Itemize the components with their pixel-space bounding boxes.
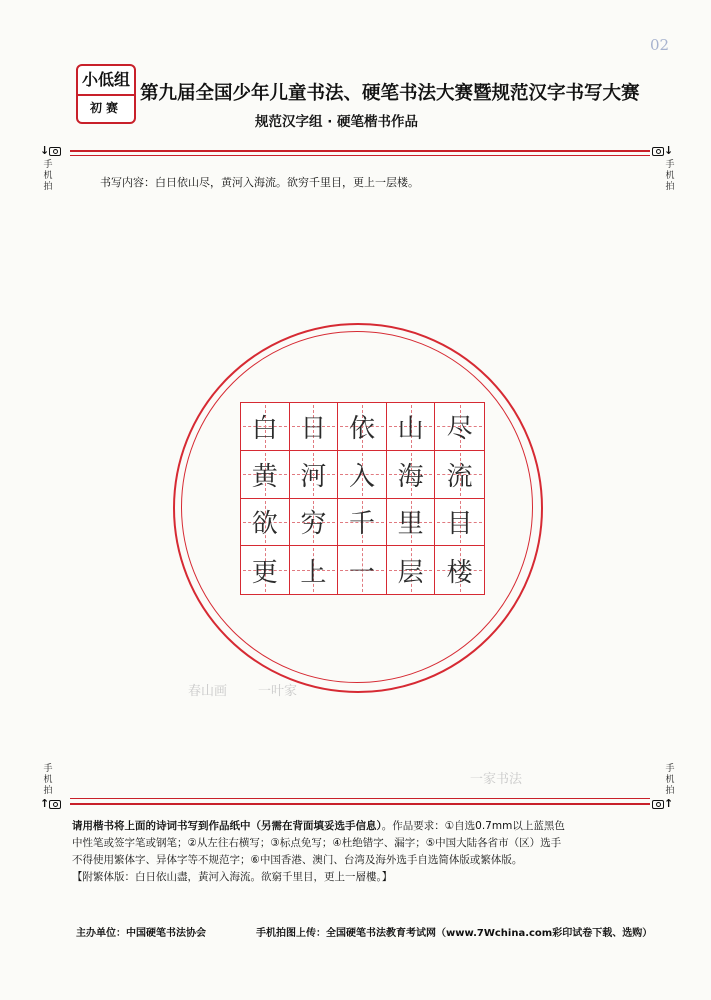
side-note-bottom-left: 手机拍 (43, 764, 53, 796)
arrow-up-icon: ↑ (664, 797, 674, 810)
grid-cell (338, 546, 387, 594)
writing-content (100, 174, 419, 190)
organizer: 主办单位：中国硬笔书法协会 (76, 928, 206, 939)
camera-icon (49, 147, 61, 156)
grid-char: 依 (348, 413, 375, 444)
camera-icon (49, 800, 61, 809)
requirements-lead: 请用楷书将上面的诗词书写到作品纸中（另需在背面填妥选手信息） (72, 820, 382, 832)
faint-text: 一叶家 (258, 684, 298, 699)
grid-cell (241, 499, 290, 547)
grid-char: 一 (348, 557, 375, 588)
grid-char: 黄 (251, 461, 278, 492)
grid-char: 千 (348, 509, 375, 540)
grid-cell (387, 403, 436, 451)
grid-char: 白 (251, 413, 278, 444)
requirements-text (72, 818, 652, 886)
traditional-version: 【附繁体版：白日依山盡，黃河入海流。欲窮千里目，更上一層樓。】 (72, 871, 393, 883)
grid-char: 入 (348, 461, 375, 492)
grid-cell (241, 451, 290, 499)
top-left-camera-mark (40, 144, 61, 157)
grid-char: 穷 (300, 509, 327, 540)
faint-text: 一家书法 (470, 772, 523, 787)
grid-cell (290, 451, 339, 499)
grid-char: 目 (446, 509, 473, 540)
writing-content-label: 书写内容： (100, 176, 155, 189)
top-red-rule (70, 150, 650, 152)
character-grid (240, 402, 485, 595)
page-title: 第九届全国少年儿童书法、硬笔书法大赛暨规范汉字书写大赛 (140, 83, 640, 104)
grid-char: 流 (446, 461, 473, 492)
upload-info: 手机拍图上传：全国硬笔书法教育考试网（www.7Wchina.com彩印试卷下载、选购） (256, 928, 653, 939)
grid-cell (290, 499, 339, 547)
grid-cell (387, 451, 436, 499)
grid-cell (387, 499, 436, 547)
side-note-bottom-right: 手机拍 (665, 764, 675, 796)
grid-cell (290, 546, 339, 594)
grid-cell (241, 546, 290, 594)
grid-cell (338, 403, 387, 451)
requirements-line-1 (72, 818, 652, 835)
writing-content-text: 白日依山尽，黄河入海流。欲穷千里目，更上一层楼。 (155, 176, 419, 189)
requirements-line-3: 不得使用繁体字、异体字等不规范字；⑥中国香港、澳门、台湾及海外选手自选简体版或繁体版。 (72, 854, 523, 866)
grid-char: 河 (300, 461, 327, 492)
grid-cell (435, 451, 484, 499)
top-red-rule-thin (70, 155, 650, 156)
bottom-red-rule (70, 803, 650, 805)
grid-char: 山 (397, 413, 424, 444)
bottom-red-rule-thin (70, 798, 650, 799)
grid-cell (435, 499, 484, 547)
requirements-line-2: 中性笔或签字笔或钢笔；②从左往右横写；③标点免写；④杜绝错字、漏字；⑤中国大陆各省市（区）选手 (72, 837, 562, 849)
page-number: 02 (650, 36, 670, 54)
camera-icon (652, 147, 664, 156)
grid-cell (290, 403, 339, 451)
grid-char: 上 (300, 557, 327, 588)
requirements-line-1-rest: 。作品要求：①自选0.7mm以上蓝黑色 (381, 820, 565, 832)
grid-cell (435, 403, 484, 451)
group-badge (76, 64, 136, 124)
grid-cell (338, 499, 387, 547)
arrow-up-icon: ↑ (40, 797, 50, 810)
page-subtitle: 规范汉字组 · 硬笔楷书作品 (255, 114, 419, 130)
badge-round-label: 初赛 (89, 101, 122, 115)
arrow-down-icon: ↓ (40, 144, 50, 157)
grid-char: 里 (397, 509, 424, 540)
grid-cell (387, 546, 436, 594)
grid-cell (435, 546, 484, 594)
side-note-top-left: 手机拍 (43, 160, 53, 192)
grid-char: 日 (300, 413, 327, 444)
badge-group-label: 小低组 (78, 66, 134, 96)
side-note-top-right: 手机拍 (665, 160, 675, 192)
grid-cell (338, 451, 387, 499)
grid-char: 楼 (446, 557, 473, 588)
faint-text: 春山画 (188, 684, 228, 699)
arrow-down-icon: ↓ (664, 144, 674, 157)
grid-char: 欲 (251, 509, 278, 540)
bottom-left-camera-mark (40, 797, 61, 810)
grid-char: 海 (397, 461, 424, 492)
grid-char: 尽 (446, 413, 473, 444)
grid-char: 层 (397, 557, 424, 588)
camera-icon (652, 800, 664, 809)
bottom-right-camera-mark (652, 797, 673, 810)
grid-char: 更 (251, 557, 278, 588)
grid-cell (241, 403, 290, 451)
top-right-camera-mark (652, 144, 673, 157)
